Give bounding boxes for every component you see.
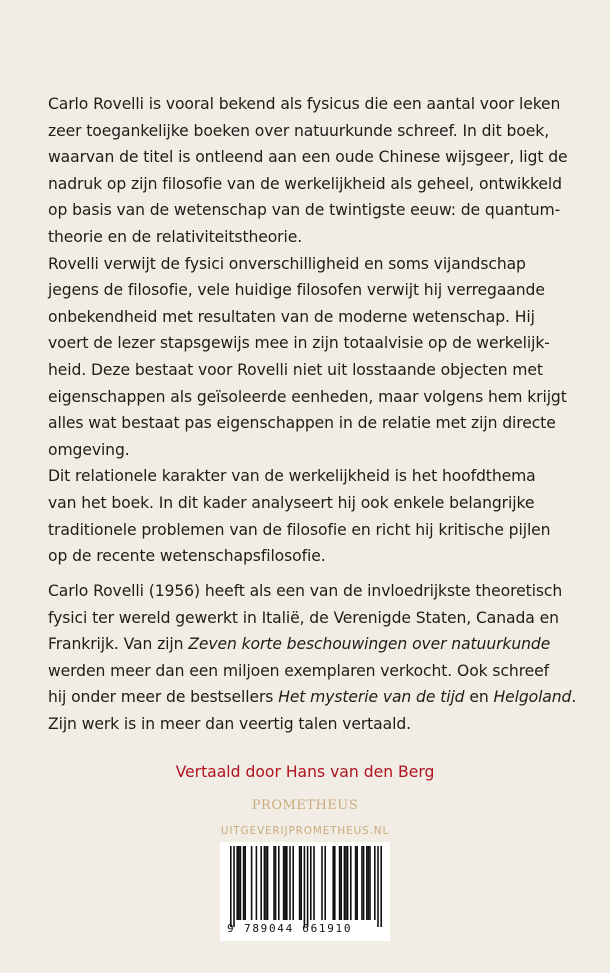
barcode-bar: [374, 846, 376, 920]
bio-text: Frankrijk. Van zijn: [48, 635, 189, 654]
barcode-bar: [299, 846, 301, 920]
book-title: Zeven korte beschouwingen over natuurkunde: [188, 635, 551, 654]
barcode-bar: [324, 846, 326, 920]
bio-line: [48, 631, 568, 658]
book-title: Helgoland: [493, 688, 572, 707]
barcode-bar: [289, 846, 291, 920]
barcode-digits: [220, 921, 390, 937]
description-line: waarvan de titel is ontleend aan een oude Chinese wijsgeer, ligt de: [48, 148, 568, 167]
book-title: Het mysterie van de tijd: [278, 688, 465, 707]
barcode-bar: [344, 846, 346, 920]
barcode-bar: [356, 846, 358, 920]
bio-line: fysici ter wereld gewerkt in Italië, de Verenigde Staten, Canada en: [48, 608, 559, 627]
description-line: op basis van de wetenschap van de twintigste eeuw: de quantum-: [48, 201, 561, 220]
barcode-bar: [380, 846, 382, 927]
barcode-bar: [339, 846, 341, 920]
barcode-bar: [321, 846, 323, 920]
description-line: onbekendheid met resultaten van de moderne wetenschap. Hij: [48, 307, 535, 326]
description-line: alles wat bestaat pas eigenschappen in de relatie met zijn directe: [48, 414, 556, 433]
barcode-bar: [275, 846, 277, 920]
barcode-number: 789044 661910: [244, 922, 353, 935]
barcode-bar: [310, 846, 312, 920]
barcode-lead-digit: 9: [227, 922, 234, 935]
barcode-bar: [355, 846, 357, 920]
barcode-bar: [273, 846, 275, 920]
barcode-bar: [267, 846, 269, 920]
description-line: traditionele problemen van de filosofie en richt hij kritische pijlen: [48, 520, 551, 539]
barcode-bar: [260, 846, 262, 920]
bio-line: Zijn werk is in meer dan veertig talen vertaald.: [48, 714, 411, 733]
barcode-bar: [347, 846, 349, 920]
barcode-bar: [233, 846, 235, 927]
description-line: op de recente wetenschapsfilosofie.: [48, 547, 326, 566]
bio-line: Carlo Rovelli (1956) heeft als een van de invloedrijkste theoretisch: [48, 582, 563, 600]
description-line: heid. Deze bestaat voor Rovelli niet uit losstaande objecten met: [48, 360, 543, 379]
barcode-bar: [361, 846, 363, 920]
barcode-bar: [284, 846, 286, 920]
description-line: nadruk op zijn filosofie van de werkelijkheid als geheel, ontwikkeld: [48, 174, 562, 193]
barcode-bar: [283, 846, 285, 920]
bio-line: [48, 684, 577, 711]
barcode-bar: [307, 846, 309, 927]
description-line: Dit relationele karakter van de werkelijkheid is het hoofdthema: [48, 467, 536, 486]
barcode-bar: [286, 846, 288, 920]
description-line: Carlo Rovelli is vooral bekend als fysicus die een aantal voor leken: [48, 95, 561, 113]
barcode-bar: [368, 846, 370, 920]
description-line: van het boek. In dit kader analyseert hij ook enkele belangrijke: [48, 493, 535, 512]
barcode-bar: [251, 846, 253, 920]
barcode-bar: [350, 846, 352, 920]
description-line: eigenschappen als geïsoleerde eenheden, maar volgens hem krijgt: [48, 387, 567, 406]
barcode-bar: [300, 846, 302, 920]
description-line: jegens de filosofie, vele huidige filosofen verwijt hij verregaande: [48, 281, 545, 300]
barcode-bar: [334, 846, 336, 920]
barcode-bar: [366, 846, 368, 920]
barcode-bar: [313, 846, 315, 920]
description-line: omgeving.: [48, 440, 130, 459]
barcode-bar: [256, 846, 258, 920]
barcode-bar: [377, 846, 379, 927]
bio-text: hij onder meer de bestsellers: [48, 688, 279, 707]
barcode-bar: [278, 846, 280, 920]
description-line: theorie en de relativiteitstheorie.: [48, 227, 303, 246]
bio-line: werden meer dan een miljoen exemplaren verkocht. Ook schreef: [48, 661, 550, 680]
barcode-bar: [332, 846, 334, 920]
barcode-bar: [230, 846, 232, 927]
description-line: Rovelli verwijt de fysici onverschilligheid en soms vijandschap: [48, 254, 526, 273]
barcode: [220, 842, 390, 941]
bio-text: en: [464, 688, 494, 707]
barcode-bar: [244, 846, 246, 920]
description-text: [48, 91, 568, 570]
description-line: zeer toegankelijke boeken over natuurkunde schreef. In dit boek,: [48, 121, 550, 140]
publisher-url: UITGEVERIJPROMETHEUS.NL: [220, 825, 390, 837]
author-bio: [48, 578, 577, 738]
barcode-bar: [292, 846, 294, 920]
translator-credit: Vertaald door Hans van den Berg: [175, 763, 435, 781]
barcode-bar: [238, 846, 240, 920]
barcode-bar: [345, 846, 347, 920]
barcode-bar: [236, 846, 238, 920]
bio-text: .: [571, 688, 577, 707]
barcode-bar: [369, 846, 371, 920]
barcode-bar: [243, 846, 245, 920]
description-line: voert de lezer stapsgewijs mee in zijn totaalvisie op de werkelijk-: [48, 334, 550, 353]
barcode-bar: [340, 846, 342, 920]
barcode-bar: [240, 846, 242, 920]
barcode-bar: [264, 846, 266, 920]
publisher-logo: PROMETHEUS: [251, 798, 359, 813]
barcode-bar: [265, 846, 267, 920]
barcode-bar: [304, 846, 306, 927]
barcode-bar: [363, 846, 365, 920]
